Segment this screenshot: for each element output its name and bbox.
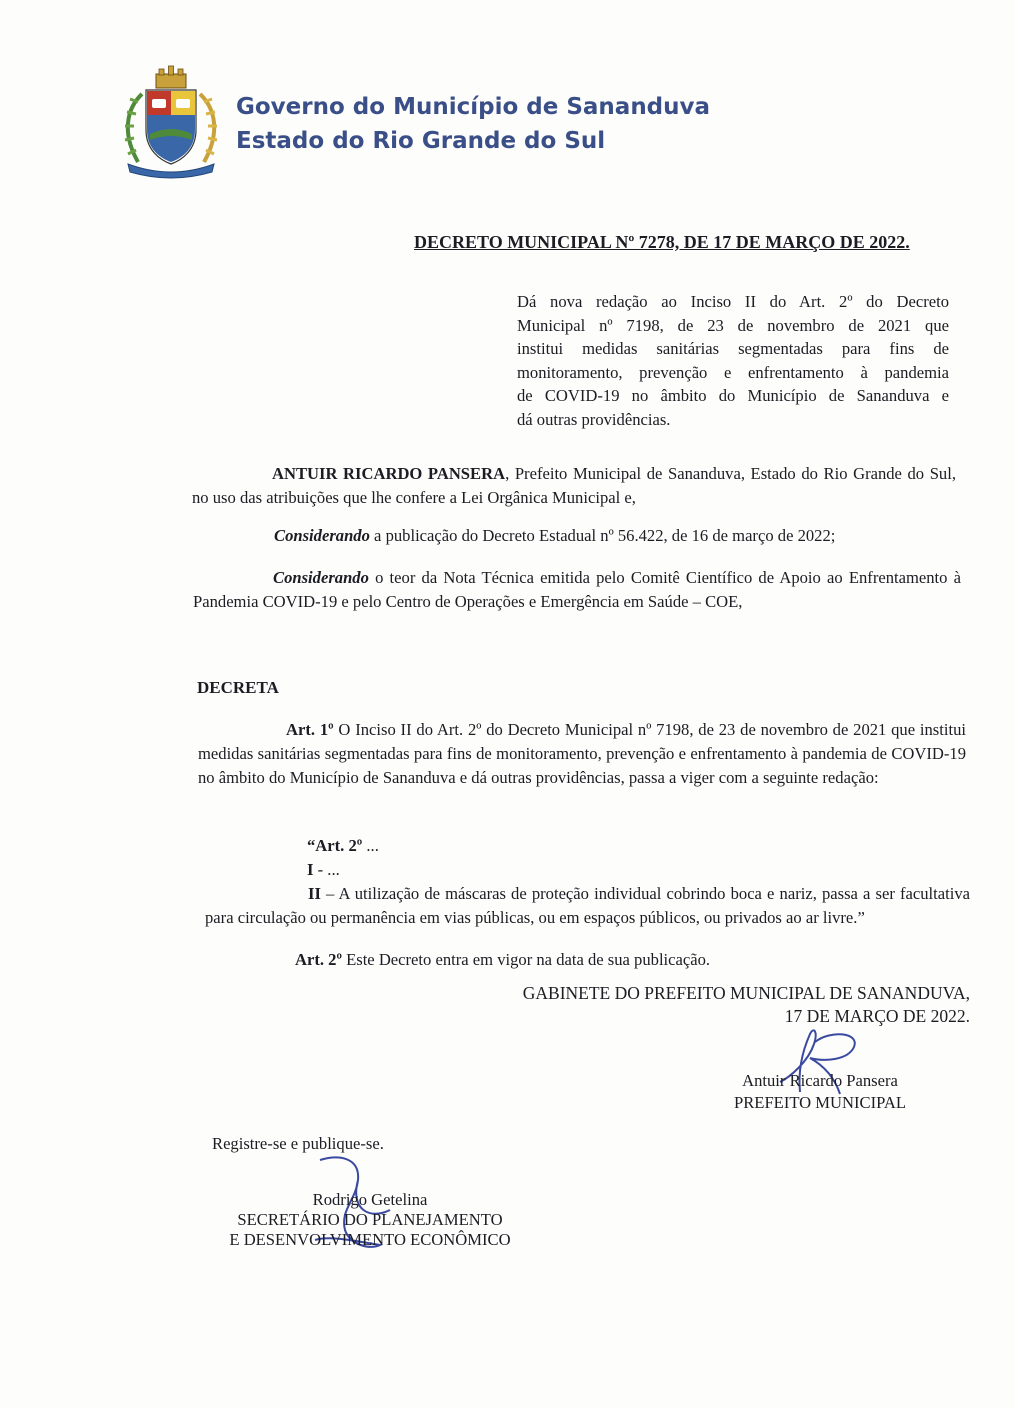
quoted-inciso-1	[205, 858, 970, 882]
article-2-text: Este Decreto entra em vigor na data de sua publicação.	[341, 950, 711, 969]
considerando-label: Considerando	[274, 526, 370, 545]
quoted-article	[205, 834, 970, 930]
summary-line: de COVID-19 no âmbito do Município de Sananduva e	[517, 386, 949, 405]
government-header	[236, 90, 710, 158]
gabinete-date: 17 DE MARÇO DE 2022.	[784, 1006, 970, 1026]
summary-line: dá outras providências.	[517, 409, 671, 429]
preamble-paragraph	[192, 462, 956, 510]
decree-summary	[517, 290, 949, 431]
summary-line: institui medidas sanitárias segmentadas para fins de	[517, 339, 949, 358]
summary-line: Municipal nº 7198, de 23 de novembro de 2021 que	[517, 315, 949, 335]
inciso-1-rest: - ...	[313, 860, 340, 879]
decreta-heading: DECRETA	[197, 678, 279, 697]
considerando-text: o teor da Nota Técnica emitida pelo Comitê Científico de Apoio ao Enfrentamento à Pandemia COVID-19 e pelo Centro de Operações e Emergência em Saúde – COE,	[193, 568, 961, 611]
mayor-role: PREFEITO MUNICIPAL	[734, 1093, 906, 1112]
quoted-art-line	[205, 834, 970, 858]
article-1-text: O Inciso II do Art. 2º do Decreto Municipal nº 7198, de 23 de novembro de 2021 que institui medidas sanitárias segmentadas para fins de monitoramento, prevenção e enfrentamento à pandemia de COVID-19 no âmbito do Município de Sananduva e dá outras providências, passa a viger com a seguinte redação:	[198, 720, 967, 787]
mayor-name-bold: ANTUIR RICARDO PANSERA	[272, 464, 506, 483]
quoted-inciso-2	[205, 882, 970, 930]
preamble-text: , Prefeito Municipal de Sananduva, Estado do Rio Grande do Sul, no uso das atribuições que lhe confere a Lei Orgânica Municipal e,	[192, 464, 956, 507]
quoted-art-label: “Art. 2º	[307, 836, 363, 855]
secretary-role-line-1: SECRETÁRIO DO PLANEJAMENTO	[237, 1210, 503, 1229]
considerando-label: Considerando	[273, 568, 369, 587]
mayor-name: Antuir Ricardo Pansera	[742, 1071, 898, 1090]
article-1-label: Art. 1º	[286, 720, 334, 739]
state-name: Estado do Rio Grande do Sul	[236, 128, 606, 154]
inciso-2-label: II	[308, 884, 321, 903]
considerando-paragraph-1	[192, 524, 956, 548]
registre-line: Registre-se e publique-se.	[212, 1134, 384, 1153]
article-2-paragraph	[295, 950, 710, 970]
government-name: Governo do Município de Sananduva	[236, 94, 711, 120]
article-1-paragraph	[198, 718, 966, 790]
mayor-signature-block	[720, 1070, 920, 1114]
gabinete-closing	[450, 982, 970, 1028]
decree-title: DECRETO MUNICIPAL Nº 7278, DE 17 DE MARÇO DE 2022.	[414, 232, 910, 252]
quoted-art-rest: ...	[362, 836, 379, 855]
considerando-text: a publicação do Decreto Estadual nº 56.422, de 16 de março de 2022;	[369, 526, 836, 545]
summary-line: monitoramento, prevenção e enfrentamento à pandemia	[517, 362, 949, 382]
summary-line: Dá nova redação ao Inciso II do Art. 2º do Decreto	[517, 292, 949, 311]
secretary-signature-block	[215, 1190, 525, 1250]
article-2-label: Art. 2º	[295, 950, 342, 969]
secretary-name: Rodrigo Getelina	[312, 1190, 428, 1209]
inciso-2-text: – A utilização de máscaras de proteção individual cobrindo boca e nariz, passa a ser facultativa para circulação ou permanência em vias públicas, ou em espaços públicos, ou privados ao ar livre.”	[205, 884, 970, 927]
secretary-role-line-2: E DESENVOLVIMENTO ECONÔMICO	[229, 1230, 511, 1249]
gabinete-line-1: GABINETE DO PREFEITO MUNICIPAL DE SANANDUVA,	[522, 983, 970, 1003]
inciso-1-label: I	[307, 860, 314, 879]
considerando-paragraph-2	[193, 566, 961, 614]
municipal-crest-icon	[112, 64, 230, 182]
